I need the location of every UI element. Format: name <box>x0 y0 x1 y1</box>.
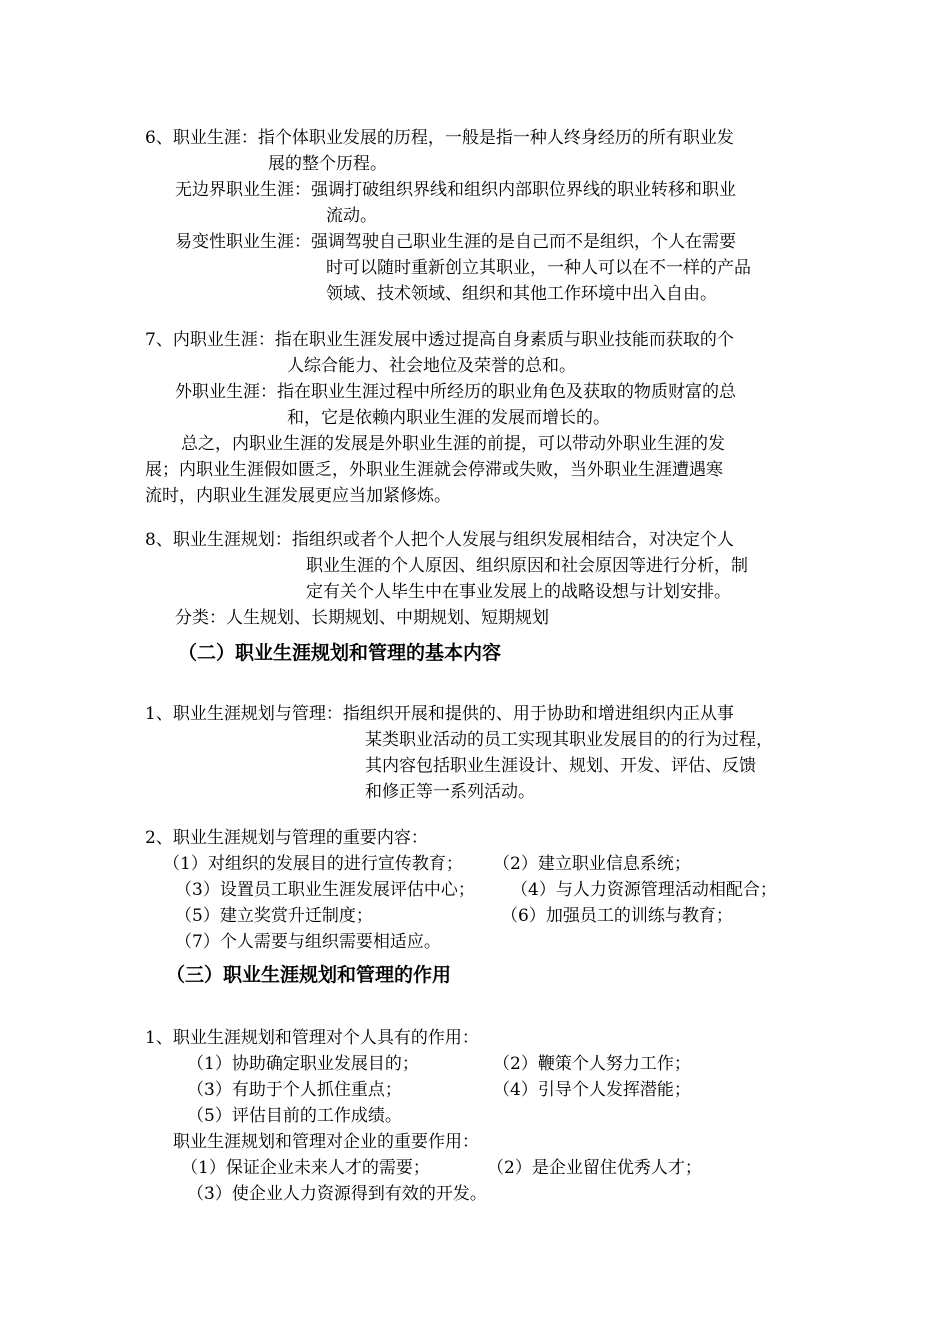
b1-line-3: 其内容包括职业生涯设计、规划、开发、评估、反馈 <box>365 756 756 776</box>
s8-line-1: 8、职业生涯规划：指组织或者个人把个人发展与组织发展相结合，对决定个人 <box>145 530 734 550</box>
c1-enterprise-item-1: （1）保证企业未来人才的需要； <box>181 1158 430 1178</box>
b2-item-5: （5）建立奖赏升迁制度； <box>175 906 373 926</box>
s6-line-3: 无边界职业生涯：强调打破组织界线和组织内部职位界线的职业转移和职业 <box>175 180 736 200</box>
s7-line-6: 展；内职业生涯假如匮乏，外职业生涯就会停滞或失败，当外职业生涯遭遇寒 <box>145 460 723 480</box>
s6-line-6: 时可以随时重新创立其职业，一种人可以在不一样的产品 <box>326 258 751 278</box>
b2-item-3: （3）设置员工职业生涯发展评估中心； <box>175 880 475 900</box>
s7-line-5: 总之，内职业生涯的发展是外职业生涯的前提，可以带动外职业生涯的发 <box>181 434 725 454</box>
s7-line-4: 和，它是依赖内职业生涯的发展而增长的。 <box>287 408 610 428</box>
s7-line-3: 外职业生涯：指在职业生涯过程中所经历的职业角色及获取的物质财富的总 <box>175 382 736 402</box>
s8-line-3: 定有关个人毕生中在事业发展上的战略设想与计划安排。 <box>306 582 731 602</box>
b2-item-2: （2）建立职业信息系统； <box>493 854 691 874</box>
s6-line-1: 6、职业生涯：指个体职业发展的历程，一般是指一种人终身经历的所有职业发 <box>145 128 734 148</box>
c1-title: 1、职业生涯规划和管理对个人具有的作用： <box>145 1028 479 1048</box>
c1-item-5: （5）评估目前的工作成绩。 <box>187 1106 402 1126</box>
c1-item-1: （1）协助确定职业发展目的； <box>187 1054 419 1074</box>
b2-item-6: （6）加强员工的训练与教育； <box>501 906 733 926</box>
c1-title-2: 职业生涯规划和管理对企业的重要作用： <box>173 1132 479 1152</box>
s7-line-2: 人综合能力、社会地位及荣誉的总和。 <box>287 356 576 376</box>
c1-enterprise-item-3: （3）使企业人力资源得到有效的开发。 <box>187 1184 487 1204</box>
b1-line-4: 和修正等一系列活动。 <box>365 782 535 802</box>
s6-line-4: 流动。 <box>326 206 377 226</box>
b1-line-1: 1、职业生涯规划与管理：指组织开展和提供的、用于协助和增进组织内正从事 <box>145 704 734 724</box>
s7-line-1: 7、内职业生涯：指在职业生涯发展中透过提高自身素质与职业技能而获取的个 <box>145 330 734 350</box>
section-heading-basic-content: （二）职业生涯规划和管理的基本内容 <box>178 642 502 664</box>
b2-title: 2、职业生涯规划与管理的重要内容： <box>145 828 428 848</box>
s6-line-7: 领域、技术领域、组织和其他工作环境中出入自由。 <box>326 284 717 304</box>
c1-item-3: （3）有助于个人抓住重点； <box>187 1080 402 1100</box>
section-heading-role: （三）职业生涯规划和管理的作用 <box>166 964 452 986</box>
b2-item-4: （4）与人力资源管理活动相配合； <box>511 880 777 900</box>
s8-line-2: 职业生涯的个人原因、组织原因和社会原因等进行分析，制 <box>306 556 748 576</box>
b2-item-1: （1）对组织的发展目的进行宣传教育； <box>163 854 463 874</box>
s8-line-4: 分类：人生规划、长期规划、中期规划、短期规划 <box>175 608 549 628</box>
c1-item-2: （2）鞭策个人努力工作； <box>493 1054 691 1074</box>
s6-line-2: 展的整个历程。 <box>268 154 387 174</box>
b1-line-2: 某类职业活动的员工实现其职业发展目的的行为过程， <box>365 730 773 750</box>
c1-item-4: （4）引导个人发挥潜能； <box>493 1080 691 1100</box>
s6-line-5: 易变性职业生涯：强调驾驶自己职业生涯的是自己而不是组织，个人在需要 <box>175 232 736 252</box>
c1-enterprise-item-2: （2）是企业留住优秀人才； <box>487 1158 702 1178</box>
b2-item-7: （7）个人需要与组织需要相适应。 <box>175 932 441 952</box>
s7-line-7: 流时，内职业生涯发展更应当加紧修炼。 <box>145 486 451 506</box>
